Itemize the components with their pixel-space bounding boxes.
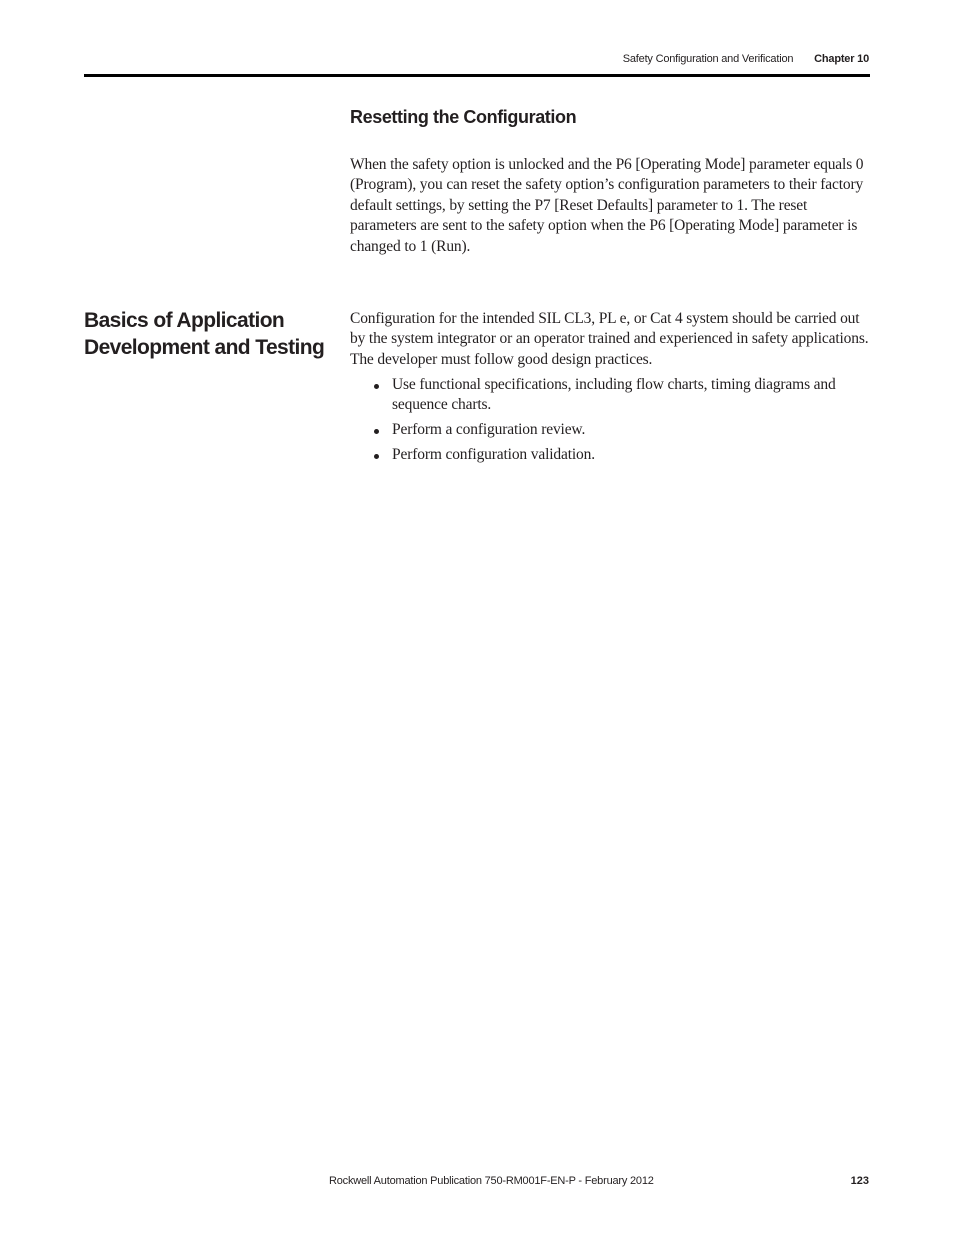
list-item bbox=[350, 445, 872, 465]
list-item-text: Perform a configuration review. bbox=[392, 421, 586, 439]
resetting-paragraph: When the safety option is unlocked and the P6 [Operating Mode] parameter equals 0 (Program), you can reset the safety option’s configuration parameters to their factory default settings, by setting the P7 [Reset Defaults] parameter to 1. The reset parameters are sent to the safety option when the P6 [Operating Mode] parameter is changed to 1 (Run). bbox=[350, 156, 864, 255]
bullet-icon bbox=[374, 384, 379, 389]
running-header bbox=[623, 53, 869, 65]
footer-publication: Rockwell Automation Publication 750-RM001F-EN-P - February 2012 bbox=[329, 1175, 654, 1187]
header-section-title: Safety Configuration and Verification bbox=[622, 53, 794, 65]
header-rule bbox=[84, 74, 870, 77]
basics-paragraph: Configuration for the intended SIL CL3, PL e, or Cat 4 system should be carried out by the system integrator or an operator trained and experienced in safety applications. The developer must follow good design practices. bbox=[350, 310, 869, 368]
bullet-icon bbox=[374, 454, 379, 459]
basics-bullet-list bbox=[350, 375, 872, 470]
list-item-text: Perform configuration validation. bbox=[392, 446, 595, 464]
header-chapter-label: Chapter 10 bbox=[814, 53, 869, 65]
bullet-icon bbox=[374, 429, 379, 434]
list-item-text: Use functional specifications, including flow charts, timing diagrams and sequence charts. bbox=[392, 376, 836, 414]
resetting-heading: Resetting the Configuration bbox=[350, 107, 577, 127]
basics-heading: Basics of Application Development and Testing bbox=[84, 309, 325, 359]
list-item bbox=[350, 420, 872, 440]
page-number: 123 bbox=[850, 1175, 869, 1187]
list-item bbox=[350, 375, 872, 416]
